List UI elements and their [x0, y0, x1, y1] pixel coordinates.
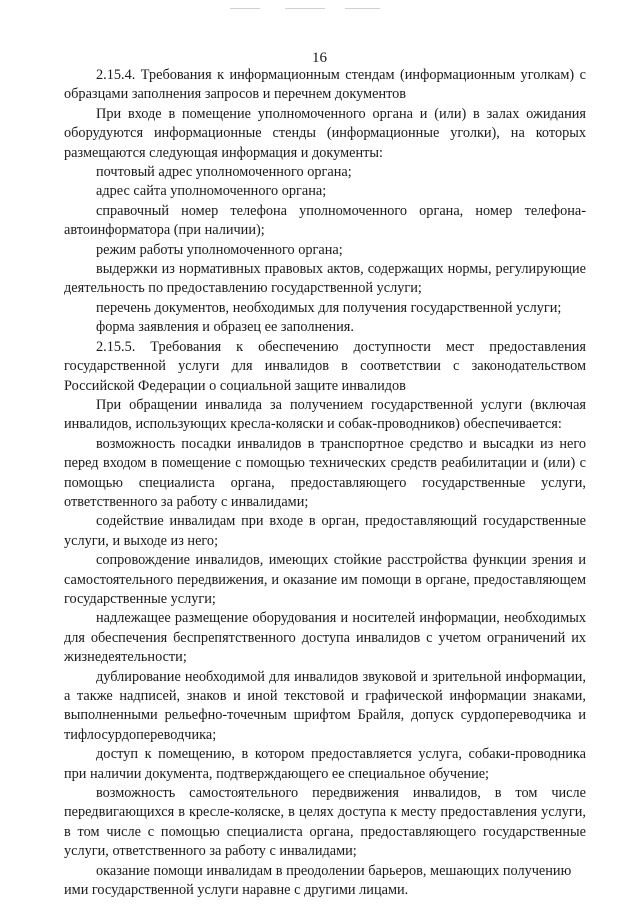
list-item: форма заявления и образец ее заполнения.: [96, 319, 354, 336]
list-item: выдержки из нормативных правовых актов, содержащих нормы, регулирующие деятельность по предоставлению государственной услуги;: [64, 261, 586, 297]
scan-edge-mark: [285, 8, 325, 9]
paragraph: При входе в помещение уполномоченного органа и (или) в залах ожидания оборудуются информационные стенды (информационные уголки), на которых размещаются следующая информация и документы:: [64, 105, 586, 161]
list-item: оказание помощи инвалидам в преодолении барьеров, мешающих получению ими государственной услуги наравне с другими лицами.: [64, 862, 572, 899]
list-item: перечень документов, необходимых для получения государственной услуги;: [96, 299, 562, 316]
list-item: дублирование необходимой для инвалидов звуковой и зрительной информации, а также надписей, знаков и иной текстовой и графической информации знаками, выполненными рельефно-точечным шрифтом Брайля, допуск сурдопереводчика и тифлосурдопереводчика;: [64, 668, 586, 743]
list-item: возможность самостоятельного передвижения инвалидов, в том числе передвигающихся в кресле-коляске, в целях доступа к месту предоставления услуги, в том числе с помощью специалиста органа, предоставляющего государственные услуги, ответственного за работу с инвалидами;: [64, 785, 586, 860]
scan-edge-mark: [345, 8, 380, 9]
list-item: доступ к помещению, в котором предоставляется услуга, собаки-проводника при наличии документа, подтверждающего ее специальное обучение;: [64, 746, 586, 782]
document-body: [64, 66, 586, 900]
list-item: адрес сайта уполномоченного органа;: [96, 183, 327, 200]
list-item: содействие инвалидам при входе в орган, предоставляющий государственные услуги, и выходе из него;: [64, 513, 586, 549]
list-item: сопровождение инвалидов, имеющих стойкие расстройства функции зрения и самостоятельного передвижения, и оказание им помощи в органе, предоставляющем государственные услуги;: [64, 552, 586, 607]
page-number: 16: [312, 50, 327, 66]
list-item: справочный номер телефона уполномоченного органа, номер телефона-автоинформатора (при наличии);: [64, 202, 586, 239]
paragraph: При обращении инвалида за получением государственной услуги (включая инвалидов, использующих кресла-коляски и собак-проводников) обеспечивается:: [64, 396, 586, 433]
list-item: режим работы уполномоченного органа;: [96, 241, 343, 258]
section-heading-2-15-4: 2.15.4. Требования к информационным стендам (информационным уголкам) с образцами заполнения запросов и перечнем документов: [64, 67, 586, 103]
scan-edge-mark: [230, 8, 260, 9]
section-heading-2-15-5: 2.15.5. Требования к обеспечению доступности мест предоставления государственной услуги для инвалидов в соответствии с законодательством Российской Федерации о социальной защите инвалидов: [64, 338, 586, 394]
list-item: надлежащее размещение оборудования и носителей информации, необходимых для обеспечения беспрепятственного доступа инвалидов с учетом ограничений их жизнедеятельности;: [64, 610, 586, 666]
list-item: почтовый адрес уполномоченного органа;: [96, 164, 352, 181]
list-item: возможность посадки инвалидов в транспортное средство и высадки из него перед входом в помещение с помощью технических средств реабилитации и (или) с помощью специалиста органа, предоставляющего государственные услуги, ответственного за работу с инвалидами;: [64, 435, 586, 510]
